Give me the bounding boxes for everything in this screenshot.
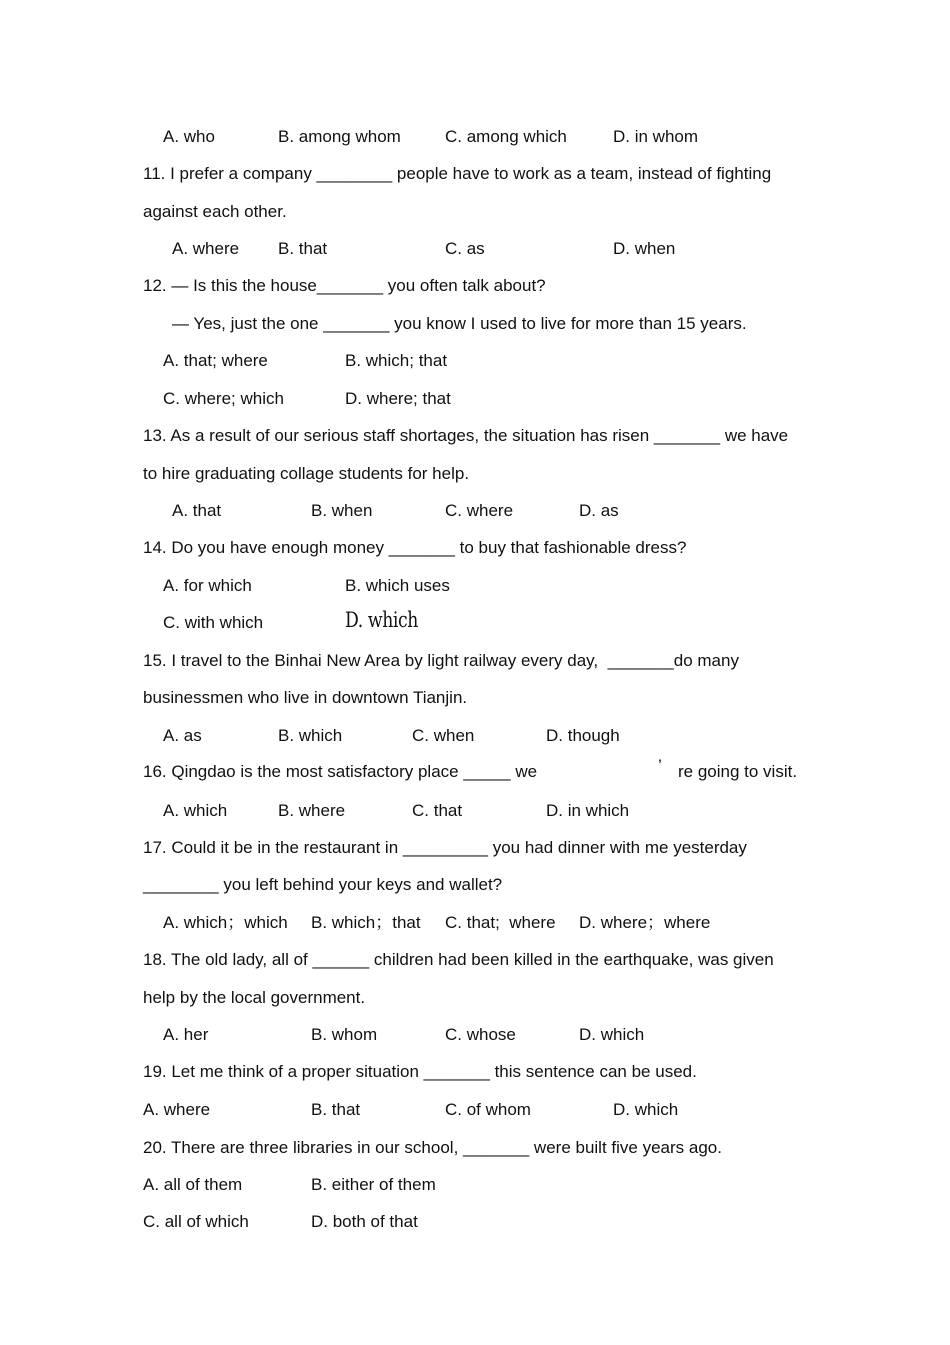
- q13-stem-line1: 13. As a result of our serious staff shortages, the situation has risen _______ we have: [143, 426, 789, 445]
- q19-option-d: D. which: [613, 1100, 679, 1119]
- q10-option-d: D. in whom: [613, 127, 699, 146]
- q13-option-d: D. as: [579, 501, 619, 520]
- q17-option-a: A. which；which: [163, 913, 288, 932]
- q15-option-c: C. when: [412, 726, 475, 745]
- q13-stem-line2: to hire graduating collage students for help.: [143, 464, 470, 483]
- q10-option-c: C. among which: [445, 127, 567, 146]
- q12-stem-line2: — Yes, just the one _______ you know I used to live for more than 15 years.: [172, 314, 747, 333]
- q16-stem-part2: re going to visit.: [678, 762, 798, 781]
- q15-option-a: A. as: [163, 726, 202, 745]
- q14-stem-line1: 14. Do you have enough money _______ to buy that fashionable dress?: [143, 538, 687, 557]
- q12-option-d: D. where; that: [345, 389, 451, 408]
- q20-option-c: C. all of which: [143, 1212, 249, 1231]
- q14-option-a: A. for which: [163, 576, 252, 595]
- q20-stem-line1: 20. There are three libraries in our school, _______ were built five years ago.: [143, 1138, 722, 1157]
- q12-option-b: B. which; that: [345, 351, 448, 370]
- q15-stem-line2: businessmen who live in downtown Tianjin.: [143, 688, 468, 707]
- q10-option-a: A. who: [163, 127, 215, 146]
- q15-option-b: B. which: [278, 726, 343, 745]
- q11-option-a: A. where: [172, 239, 240, 258]
- q12-option-a: A. that; where: [163, 351, 268, 370]
- q13-option-a: A. that: [172, 501, 222, 520]
- q16-option-d: D. in which: [546, 801, 630, 820]
- q16-option-a: A. which: [163, 801, 228, 820]
- q17-option-d: D. where；where: [579, 913, 711, 932]
- q17-option-c: C. that; where: [445, 913, 556, 932]
- q19-option-c: C. of whom: [445, 1100, 531, 1119]
- q16-stem-apostrophe: ’: [658, 756, 662, 775]
- q16-option-b: B. where: [278, 801, 346, 820]
- q17-option-b: B. which；that: [311, 913, 421, 932]
- q18-stem-line1: 18. The old lady, all of ______ children had been killed in the earthquake, was given: [143, 950, 774, 969]
- q16-stem-part1: 16. Qingdao is the most satisfactory place _____ we: [143, 762, 538, 781]
- q18-option-d: D. which: [579, 1025, 645, 1044]
- q17-stem-line1: 17. Could it be in the restaurant in _________ you had dinner with me yesterday: [143, 838, 747, 857]
- q20-option-b: B. either of them: [311, 1175, 436, 1194]
- q13-option-b: B. when: [311, 501, 373, 520]
- q20-option-d: D. both of that: [311, 1212, 418, 1231]
- q14-option-b: B. which uses: [345, 576, 450, 595]
- q13-option-c: C. where: [445, 501, 514, 520]
- q12-option-c: C. where; which: [163, 389, 284, 408]
- q11-stem-line1: 11. I prefer a company ________ people have to work as a team, instead of fighting: [143, 164, 772, 183]
- q14-option-d: D. which: [345, 608, 418, 632]
- q19-stem-line1: 19. Let me think of a proper situation _______ this sentence can be used.: [143, 1062, 697, 1081]
- q20-option-a: A. all of them: [143, 1175, 243, 1194]
- q14-option-c: C. with which: [163, 613, 264, 632]
- q16-option-c: C. that: [412, 801, 463, 820]
- q11-option-b: B. that: [278, 239, 328, 258]
- q11-stem-line2: against each other.: [143, 202, 287, 221]
- q12-stem-line1: 12. — Is this the house_______ you often talk about?: [143, 276, 546, 295]
- q18-stem-line2: help by the local government.: [143, 988, 366, 1007]
- q18-option-b: B. whom: [311, 1025, 378, 1044]
- q15-option-d: D. though: [546, 726, 620, 745]
- q15-stem-line1: 15. I travel to the Binhai New Area by light railway every day, _______do many: [143, 651, 739, 670]
- q18-option-a: A. her: [163, 1025, 209, 1044]
- q19-option-a: A. where: [143, 1100, 211, 1119]
- q17-stem-line2: ________ you left behind your keys and wallet?: [143, 875, 503, 894]
- q10-option-b: B. among whom: [278, 127, 401, 146]
- q11-option-d: D. when: [613, 239, 676, 258]
- q11-option-c: C. as: [445, 239, 485, 258]
- q18-option-c: C. whose: [445, 1025, 516, 1044]
- q19-option-b: B. that: [311, 1100, 361, 1119]
